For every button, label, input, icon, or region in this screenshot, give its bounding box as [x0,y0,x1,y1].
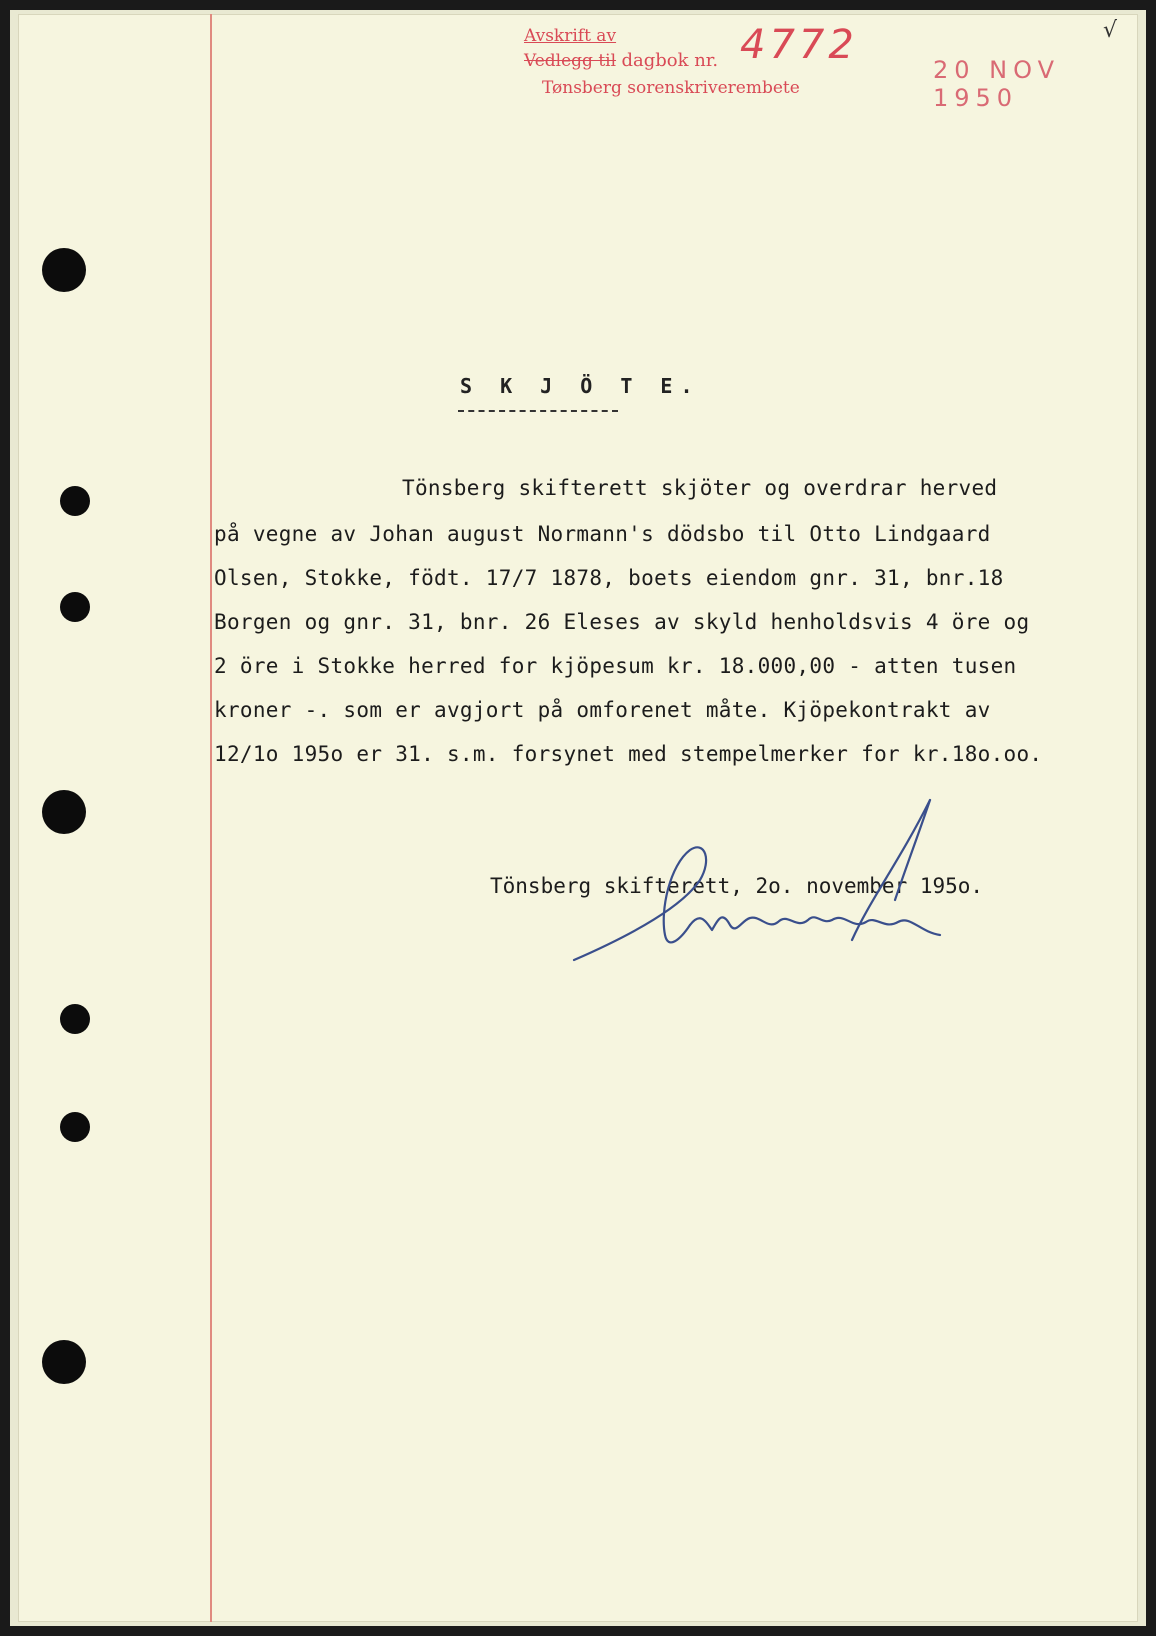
stamp-line-2b: dagbok nr. [621,50,719,71]
stamp-line-3: Tønsberg sorenskriverembete [542,78,800,98]
punch-hole [60,592,90,622]
stamp-line-1: Avskrift av [524,26,617,46]
stamp-line-2: Vedlegg til [524,51,617,71]
punch-hole [42,1340,86,1384]
document-title: S K J Ö T E. [460,374,701,398]
check-mark: √ [1103,18,1118,43]
body-line: 12/1o 195o er 31. s.m. forsynet med stempelmerker for kr.18o.oo. [214,742,1043,766]
punch-hole [42,790,86,834]
office-stamp-line2 [524,52,718,70]
title-underline [458,410,618,412]
body-line: Tönsberg skifterett skjöter og overdrar herved [402,476,998,500]
punch-hole [42,248,86,292]
closing-line: Tönsberg skifterett, 2o. november 195o. [490,874,984,898]
body-line: 2 öre i Stokke herred for kjöpesum kr. 18.000,00 - atten tusen [214,654,1017,678]
office-stamp-line3 [542,80,800,97]
body-line: Borgen og gnr. 31, bnr. 26 Eleses av skyld henholdsvis 4 öre og [214,610,1030,634]
dagbok-number: 4772 [740,22,858,68]
document-page [18,14,1138,1622]
body-line: på vegne av Johan august Normann's dödsbo til Otto Lindgaard [214,522,991,546]
punch-hole [60,1004,90,1034]
margin-line [210,14,212,1622]
punch-hole [60,1112,90,1142]
body-line: kroner -. som er avgjort på omforenet måte. Kjöpekontrakt av [214,698,991,722]
punch-hole [60,486,90,516]
received-date-stamp: 20 NOV 1950 [933,56,1061,112]
office-stamp [524,28,616,45]
body-line: Olsen, Stokke, födt. 17/7 1878, boets eiendom gnr. 31, bnr.18 [214,566,1004,590]
